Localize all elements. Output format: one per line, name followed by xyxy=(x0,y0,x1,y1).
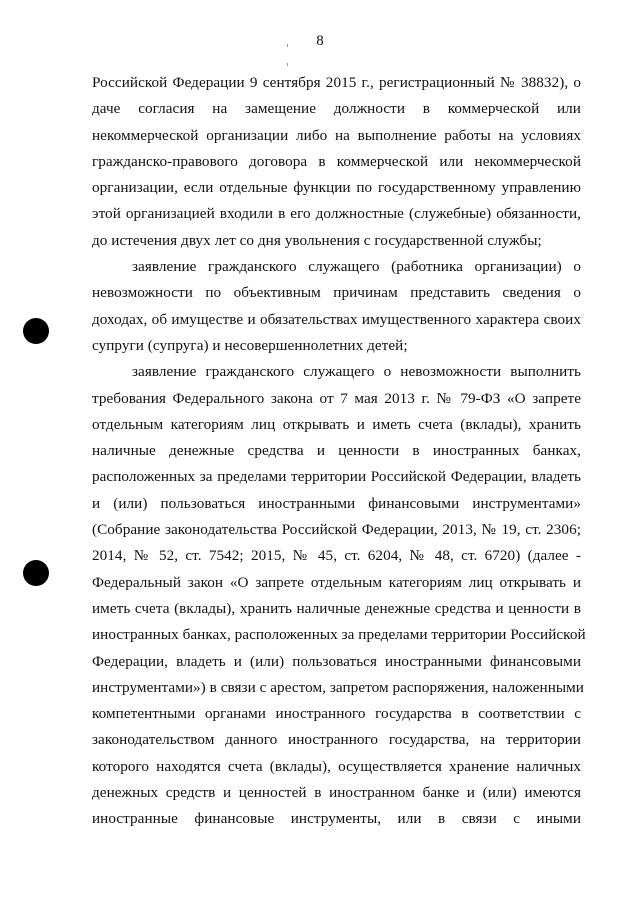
scan-artifact xyxy=(287,63,288,66)
punch-hole xyxy=(23,560,49,586)
text-line: компетентными органами иностранного государства в соответствии с xyxy=(92,705,581,723)
text-line: требования Федерального закона от 7 мая 2013 г. № 79-ФЗ «О запрете xyxy=(92,389,581,407)
document-body xyxy=(92,70,586,833)
paragraph xyxy=(92,70,581,254)
text-line: Российской Федерации 9 сентября 2015 г., регистрационный № 38832), о xyxy=(92,74,581,91)
text-line: инструментами») в связи с арестом, запретом распоряжения, наложенными xyxy=(92,678,584,696)
text-line: законодательством данного иностранного государства, на территории xyxy=(92,731,581,749)
text-line: организации, если отдельные функции по государственному управлению xyxy=(92,179,581,197)
text-line: отдельным категориям лиц открывать и иметь счета (вклады), хранить xyxy=(92,415,581,433)
text-line: доходах, об имуществе и обязательствах имущественного характера своих xyxy=(92,310,581,328)
text-line: даче согласия на замещение должности в коммерческой или xyxy=(92,100,581,118)
text-line: которого находятся счета (вклады), осуществляется хранение наличных xyxy=(92,757,581,775)
text-line: некоммерческой организации либо на выполнение работы на условиях xyxy=(92,126,581,144)
text-line: иметь счета (вклады), хранить наличные денежные средства и ценности в xyxy=(92,599,581,617)
text-line: невозможности по объективным причинам представить сведения о xyxy=(92,284,581,302)
text-line: Федерации, владеть и (или) пользоваться иностранными финансовыми xyxy=(92,652,581,670)
page-number: 8 xyxy=(316,33,324,49)
text-line: расположенных за пределами территории Российской Федерации, владеть xyxy=(92,468,581,486)
text-line: 2014, № 52, ст. 7542; 2015, № 45, ст. 6204, № 48, ст. 6720) (далее - xyxy=(92,547,581,565)
text-line: этой организацией входили в его должностные (служебные) обязанности, xyxy=(92,205,581,223)
text-line: иностранных банках, расположенных за пределами территории Российской xyxy=(92,626,586,644)
text-line: иностранные финансовые инструменты, или в связи с иными xyxy=(92,810,581,828)
text-line: гражданско-правового договора в коммерческой или некоммерческой xyxy=(92,152,581,170)
scan-artifact xyxy=(287,44,288,47)
text-line: Федеральный закон «О запрете отдельным категориям лиц открывать и xyxy=(92,573,581,591)
paragraph xyxy=(92,254,581,359)
text-line: денежных средств и ценностей в иностранном банке и (или) имеются xyxy=(92,784,581,802)
text-line: заявление гражданского служащего (работника организации) о xyxy=(132,258,581,276)
text-line: и (или) пользоваться иностранными финансовыми инструментами» xyxy=(92,494,581,512)
punch-hole xyxy=(23,318,49,344)
text-line: заявление гражданского служащего о невозможности выполнить xyxy=(132,363,581,381)
text-line: супруги (супруга) и несовершеннолетних детей; xyxy=(92,336,408,354)
text-line: (Собрание законодательства Российской Федерации, 2013, № 19, ст. 2306; xyxy=(92,521,581,539)
paragraph xyxy=(92,359,586,832)
text-line: наличные денежные средства и ценности в иностранных банках, xyxy=(92,442,581,460)
text-line: до истечения двух лет со дня увольнения с государственной службы; xyxy=(92,231,542,249)
